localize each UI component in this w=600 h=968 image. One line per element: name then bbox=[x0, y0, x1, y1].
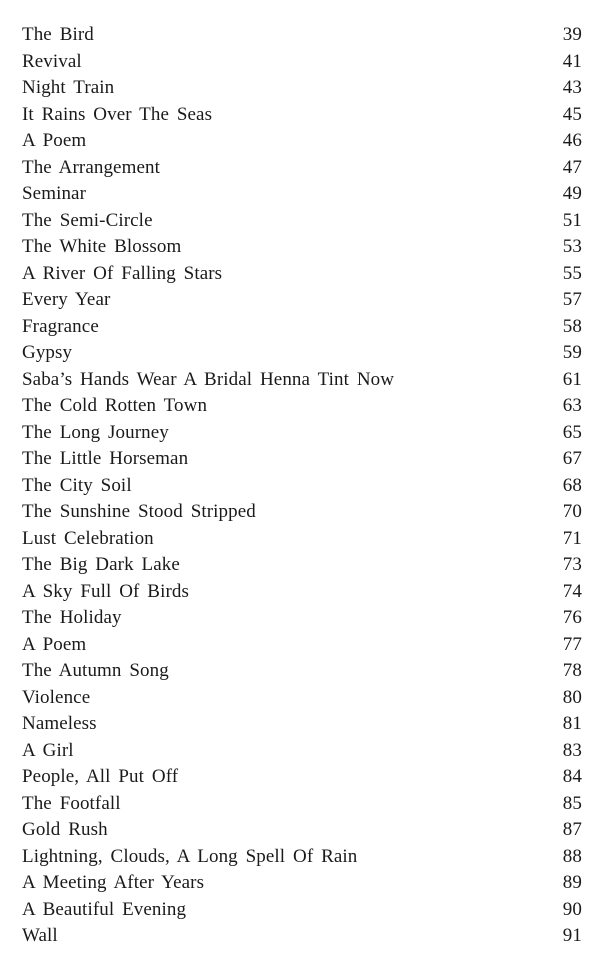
toc-entry-title: Gypsy bbox=[22, 342, 73, 363]
toc-entry bbox=[22, 446, 582, 473]
toc-entry-title: A Poem bbox=[22, 633, 87, 655]
toc-entry-page-number: 46 bbox=[562, 130, 582, 151]
toc-entry bbox=[22, 764, 582, 791]
toc-entry-page-number: 87 bbox=[562, 819, 582, 840]
toc-entry bbox=[22, 685, 582, 712]
toc-entry-page-number: 49 bbox=[562, 183, 582, 204]
toc-entry bbox=[22, 632, 582, 659]
toc-entry-page-number: 74 bbox=[562, 580, 582, 602]
toc-entry-page-number: 53 bbox=[562, 236, 582, 257]
toc-entry-page-number: 84 bbox=[562, 766, 582, 787]
toc-entry-page-number: 78 bbox=[562, 660, 582, 681]
toc-entry bbox=[22, 817, 582, 844]
toc-entry bbox=[22, 181, 582, 208]
toc-entry bbox=[22, 738, 582, 765]
toc-entry-title: The Little Horseman bbox=[22, 448, 189, 469]
toc-entry-page-number: 47 bbox=[562, 156, 582, 178]
toc-entry-page-number: 90 bbox=[562, 898, 582, 920]
toc-entry bbox=[22, 22, 582, 49]
toc-entry bbox=[22, 499, 582, 526]
toc-entry bbox=[22, 340, 582, 367]
toc-entry-page-number: 67 bbox=[562, 448, 582, 469]
toc-entry-title: Nameless bbox=[22, 713, 97, 734]
toc-entry-title: The Long Journey bbox=[22, 421, 169, 443]
toc-entry bbox=[22, 49, 582, 76]
toc-entry-page-number: 88 bbox=[562, 845, 582, 867]
toc-entry-title: The Footfall bbox=[22, 792, 121, 814]
toc-entry-title: Gold Rush bbox=[22, 819, 108, 840]
toc-entry-title: Seminar bbox=[22, 183, 87, 204]
toc-entry bbox=[22, 261, 582, 288]
toc-entry-page-number: 59 bbox=[562, 342, 582, 363]
toc-entry bbox=[22, 658, 582, 685]
toc-entry bbox=[22, 870, 582, 897]
toc-entry-page-number: 57 bbox=[562, 289, 582, 310]
toc-entry bbox=[22, 605, 582, 632]
toc-entry-title: The White Blossom bbox=[22, 236, 182, 257]
toc-entry-page-number: 85 bbox=[562, 792, 582, 814]
toc-entry-page-number: 73 bbox=[562, 554, 582, 575]
toc-entry-page-number: 91 bbox=[562, 925, 582, 946]
toc-entry-page-number: 41 bbox=[562, 50, 582, 72]
toc-entry-title: Revival bbox=[22, 50, 82, 72]
toc-entry bbox=[22, 420, 582, 447]
table-of-contents bbox=[22, 22, 582, 950]
toc-entry-page-number: 45 bbox=[562, 103, 582, 125]
toc-entry bbox=[22, 711, 582, 738]
toc-entry-title: The Semi-Circle bbox=[22, 209, 153, 231]
toc-entry bbox=[22, 234, 582, 261]
toc-entry-page-number: 51 bbox=[562, 209, 582, 231]
toc-entry-title: Saba’s Hands Wear A Bridal Henna Tint Now bbox=[22, 368, 395, 390]
toc-entry-page-number: 58 bbox=[562, 315, 582, 337]
toc-entry bbox=[22, 791, 582, 818]
toc-entry-title: Lightning, Clouds, A Long Spell Of Rain bbox=[22, 845, 358, 867]
toc-entry bbox=[22, 287, 582, 314]
toc-entry-title: People, All Put Off bbox=[22, 766, 179, 787]
toc-entry-page-number: 68 bbox=[562, 474, 582, 496]
toc-entry-title: The City Soil bbox=[22, 474, 132, 496]
toc-entry-title: Fragrance bbox=[22, 315, 99, 337]
toc-entry-page-number: 83 bbox=[562, 739, 582, 761]
toc-entry-page-number: 80 bbox=[562, 686, 582, 708]
toc-entry-page-number: 61 bbox=[562, 368, 582, 390]
toc-entry bbox=[22, 208, 582, 235]
toc-entry bbox=[22, 128, 582, 155]
toc-entry-page-number: 76 bbox=[562, 607, 582, 628]
toc-entry-title: A River Of Falling Stars bbox=[22, 262, 223, 284]
toc-entry-title: A Meeting After Years bbox=[22, 872, 205, 893]
toc-entry-page-number: 71 bbox=[562, 527, 582, 549]
toc-entry-page-number: 63 bbox=[562, 395, 582, 416]
toc-entry-page-number: 55 bbox=[562, 262, 582, 284]
toc-entry-title: A Sky Full Of Birds bbox=[22, 580, 189, 602]
toc-entry-title: Wall bbox=[22, 925, 58, 946]
toc-entry-title: It Rains Over The Seas bbox=[22, 103, 213, 125]
toc-entry bbox=[22, 75, 582, 102]
toc-entry-title: Violence bbox=[22, 686, 91, 708]
toc-entry bbox=[22, 579, 582, 606]
toc-entry-page-number: 77 bbox=[562, 633, 582, 655]
toc-entry-title: A Poem bbox=[22, 130, 87, 151]
toc-entry-title: Every Year bbox=[22, 289, 111, 310]
toc-entry-page-number: 39 bbox=[562, 24, 582, 45]
toc-entry bbox=[22, 526, 582, 553]
toc-entry bbox=[22, 393, 582, 420]
toc-entry bbox=[22, 844, 582, 871]
toc-entry bbox=[22, 102, 582, 129]
toc-entry-page-number: 65 bbox=[562, 421, 582, 443]
toc-entry-title: The Arrangement bbox=[22, 156, 160, 178]
toc-entry-title: The Holiday bbox=[22, 607, 122, 628]
toc-entry-title: The Bird bbox=[22, 24, 94, 45]
toc-entry-title: A Beautiful Evening bbox=[22, 898, 187, 920]
toc-entry-page-number: 81 bbox=[562, 713, 582, 734]
toc-entry bbox=[22, 897, 582, 924]
toc-entry bbox=[22, 367, 582, 394]
toc-entry-page-number: 89 bbox=[562, 872, 582, 893]
toc-entry bbox=[22, 314, 582, 341]
toc-entry bbox=[22, 473, 582, 500]
toc-entry-title: Night Train bbox=[22, 77, 115, 98]
toc-entry-title: The Cold Rotten Town bbox=[22, 395, 208, 416]
toc-entry-title: A Girl bbox=[22, 739, 74, 761]
toc-entry bbox=[22, 155, 582, 182]
toc-entry-page-number: 43 bbox=[562, 77, 582, 98]
toc-entry-page-number: 70 bbox=[562, 501, 582, 522]
toc-entry-title: The Big Dark Lake bbox=[22, 554, 180, 575]
toc-entry-title: Lust Celebration bbox=[22, 527, 154, 549]
toc-entry bbox=[22, 552, 582, 579]
toc-entry-title: The Autumn Song bbox=[22, 660, 169, 681]
toc-entry bbox=[22, 923, 582, 950]
toc-entry-title: The Sunshine Stood Stripped bbox=[22, 501, 256, 522]
